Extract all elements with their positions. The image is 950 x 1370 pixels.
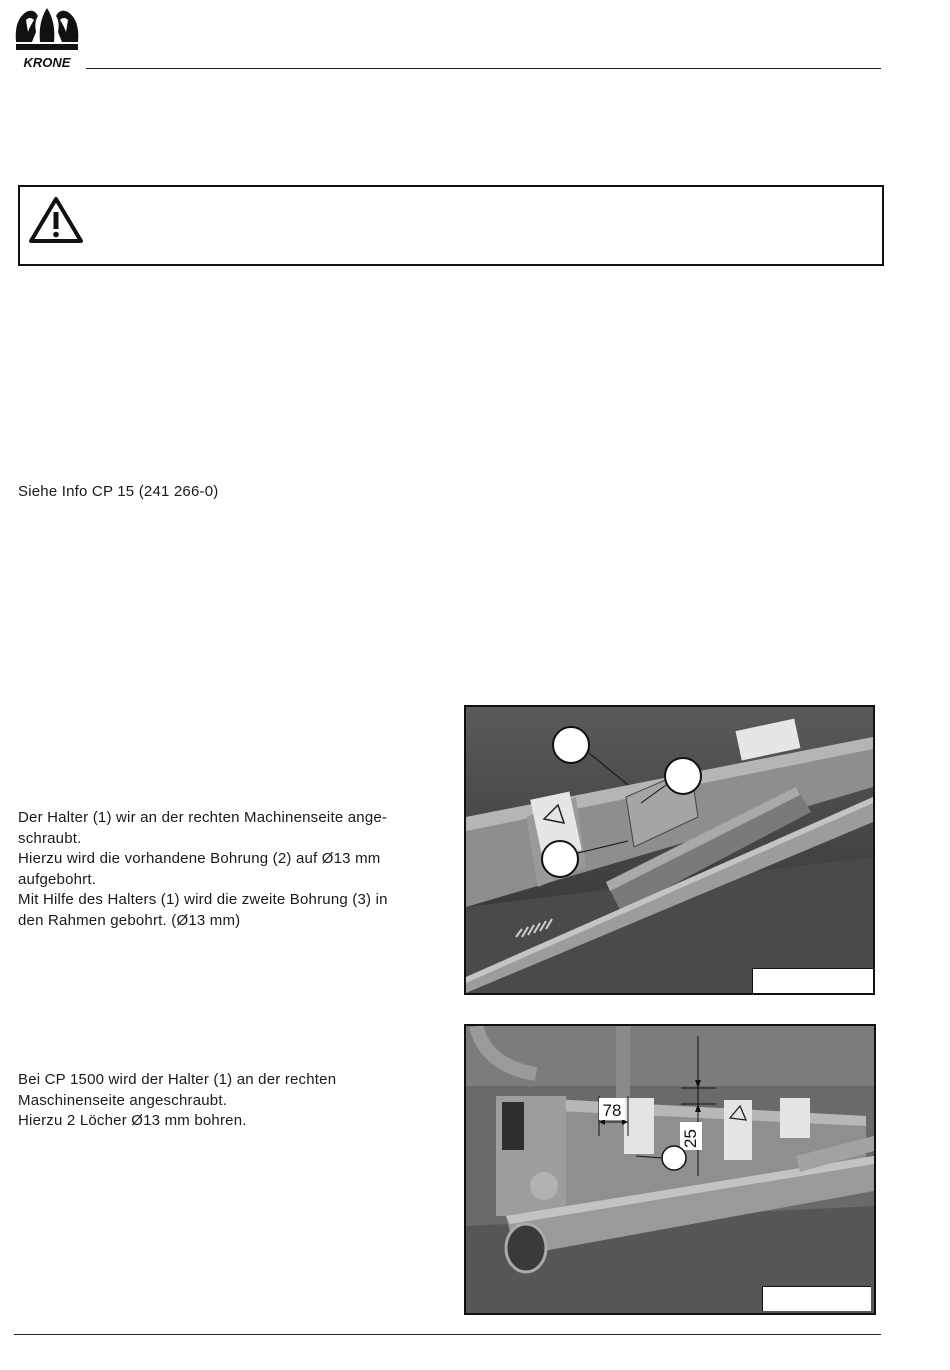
text-line: Bei CP 1500 wird der Halter (1) an der rechten	[18, 1071, 337, 1088]
section1-text	[18, 808, 438, 931]
dimension-width-label: 78	[602, 1101, 622, 1120]
krone-logo	[12, 2, 82, 70]
text-line: Der Halter (1) wir an der rechten Machinenseite ange-	[18, 809, 388, 826]
photo-label-box	[762, 1286, 871, 1311]
brand-wordmark: KRONE	[23, 55, 71, 70]
warning-triangle-icon	[28, 195, 84, 245]
text-line: Hierzu 2 Löcher Ø13 mm bohren.	[18, 1112, 247, 1129]
photo-cp1500-holder	[464, 1024, 876, 1315]
warning-box	[18, 185, 884, 266]
text-line: schraubt.	[18, 829, 82, 847]
photo-label-box	[752, 968, 873, 993]
footer-rule	[14, 1334, 881, 1335]
photo-holder-mounting	[464, 705, 875, 995]
text-line: aufgebohrt.	[18, 870, 97, 888]
text-line: Hierzu wird die vorhandene Bohrung (2) auf Ø13 mm	[18, 850, 381, 867]
text-line: Mit Hilfe des Halters (1) wird die zweite Bohrung (3) in	[18, 891, 388, 908]
section2-text	[18, 1070, 438, 1132]
dimension-height-label: 25	[681, 1129, 700, 1148]
header-rule	[86, 68, 881, 69]
info-reference: Siehe Info CP 15 (241 266-0)	[18, 483, 219, 500]
text-line: Maschinenseite angeschraubt.	[18, 1091, 228, 1109]
text-line: den Rahmen gebohrt. (Ø13 mm)	[18, 911, 241, 929]
